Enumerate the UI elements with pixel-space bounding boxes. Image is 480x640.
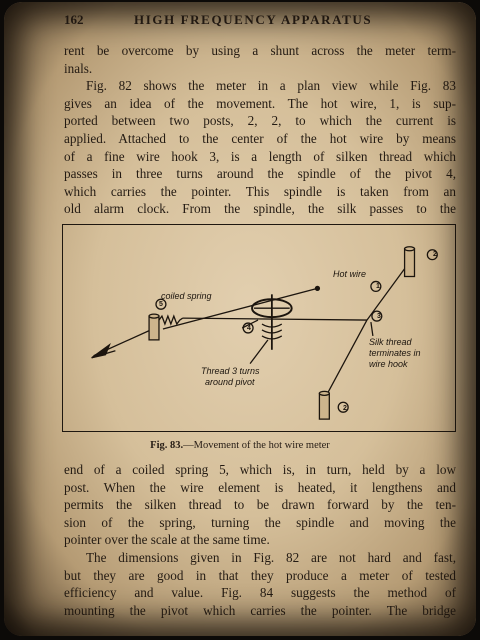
number-post-top: 2 bbox=[433, 251, 437, 258]
top-paragraphs bbox=[64, 42, 456, 218]
text-line: mounting the pivot which carries the pointer. The bridge bbox=[64, 602, 456, 618]
figure-83 bbox=[62, 224, 456, 432]
leader-silk-thread bbox=[371, 322, 373, 336]
caption-text: —Movement of the hot wire meter bbox=[183, 440, 330, 451]
label-silk-thread-2: terminates in bbox=[369, 348, 421, 358]
label-thread-turns-2: around pivot bbox=[205, 377, 255, 387]
bottom-paragraphs bbox=[64, 461, 456, 619]
text-line: which carries the pointer. This spindle is taken from an bbox=[64, 183, 456, 199]
text-line: pointer over the scale at the same time. bbox=[64, 532, 270, 548]
low-post-top bbox=[149, 314, 159, 318]
number-pivot: 4 bbox=[247, 325, 251, 332]
text-line: old alarm clock. From the spindle, the silk passes to the bbox=[64, 201, 456, 217]
label-hot-wire: Hot wire bbox=[333, 269, 367, 279]
text-line: Fig. 82 shows the meter in a plan view while Fig. 83 bbox=[86, 78, 456, 94]
text-line: ported between two posts, 2, 2, to which the current is bbox=[64, 113, 456, 129]
book-page bbox=[4, 2, 476, 636]
lower-post-top bbox=[319, 391, 329, 395]
text-line: passes in three turns around the spindle of the pivot 4, bbox=[64, 166, 456, 182]
lower-post bbox=[319, 393, 329, 419]
text-line: efficiency and value. Fig. 84 suggests the method of bbox=[64, 585, 456, 601]
leader-thread-turns bbox=[250, 340, 268, 364]
coiled-spring bbox=[159, 316, 183, 324]
text-line: gives an idea of the movement. The hot wire, 1, is sup- bbox=[64, 95, 456, 111]
pointer-tip bbox=[315, 286, 319, 290]
figure-caption bbox=[4, 440, 476, 451]
text-line: permits the silken thread to be drawn forward by the ten- bbox=[64, 497, 456, 513]
upper-post-top bbox=[405, 247, 415, 251]
number-post-bottom: 2 bbox=[343, 405, 347, 412]
number-hook: 3 bbox=[377, 313, 381, 320]
caption-label: Fig. 83. bbox=[150, 440, 184, 451]
text-line: but they are good in that they produce a meter of tested bbox=[64, 567, 456, 583]
running-head: HIGH FREQUENCY APPARATUS bbox=[134, 12, 373, 27]
label-coiled-spring: coiled spring bbox=[161, 291, 212, 301]
page-header bbox=[4, 12, 476, 32]
text-line: The dimensions given in Fig. 82 are not hard and fast, bbox=[86, 549, 456, 565]
page-number: 162 bbox=[64, 12, 84, 27]
number-spring: 5 bbox=[159, 301, 163, 308]
label-thread-turns-1: Thread 3 turns bbox=[201, 366, 260, 376]
text-line: inals. bbox=[64, 60, 93, 76]
number-hot-wire: 1 bbox=[376, 283, 380, 290]
upper-post bbox=[405, 249, 415, 277]
hot-wire-meter-diagram bbox=[63, 225, 455, 431]
hot-wire-lower bbox=[325, 320, 367, 397]
text-line: post. When the wire element is heated, it lengthens and bbox=[64, 479, 456, 495]
label-silk-thread-3: wire hook bbox=[369, 359, 408, 369]
label-silk-thread-1: Silk thread bbox=[369, 337, 412, 347]
low-post bbox=[149, 316, 159, 340]
text-line: rent be overcome by using a shunt across the meter term- bbox=[64, 43, 456, 58]
text-line: applied. Attached to the center of the hot wire by means bbox=[64, 130, 456, 146]
text-line: end of a coiled spring 5, which is, in turn, held by a low bbox=[64, 462, 456, 477]
text-line: of a fine wire hook 3, is a length of silken thread which bbox=[64, 148, 456, 164]
text-line: sion of the spring, turning the spindle and moving the bbox=[64, 514, 456, 530]
silk-thread bbox=[183, 318, 367, 320]
